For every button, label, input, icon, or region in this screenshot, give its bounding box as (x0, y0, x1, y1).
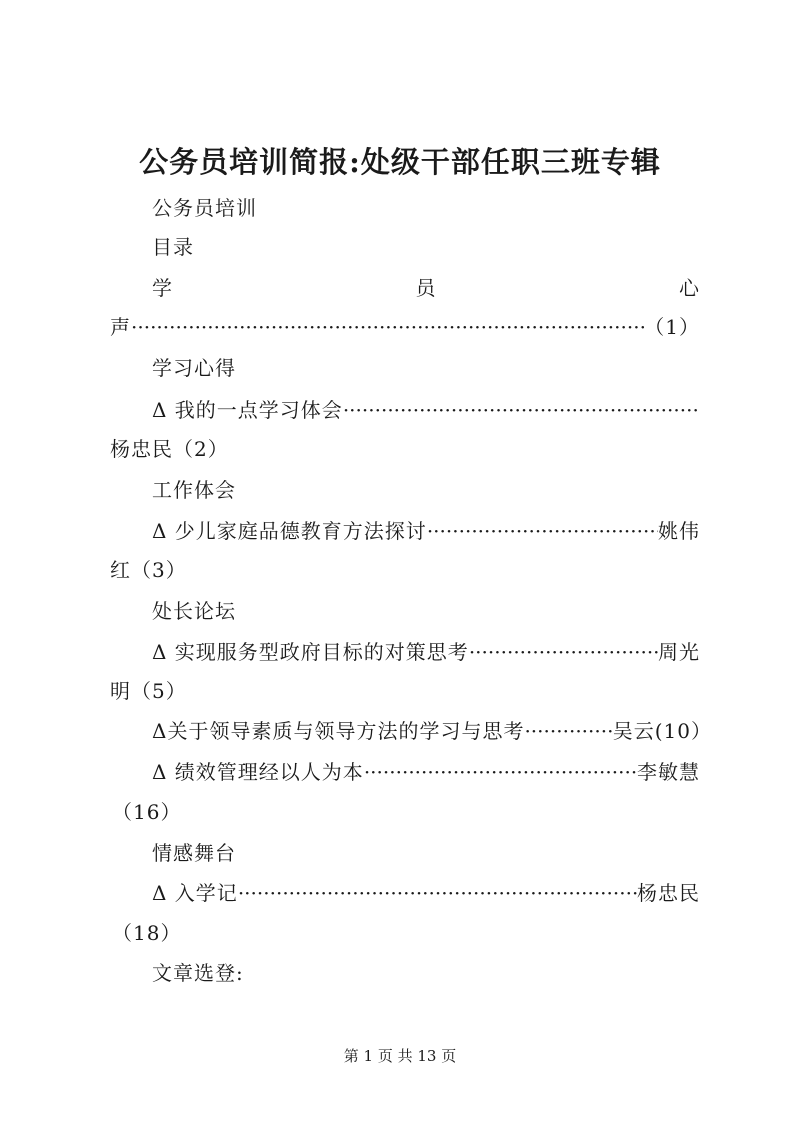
toc-entry-7[interactable] (152, 878, 700, 908)
toc-entry-6[interactable] (152, 757, 700, 787)
toc-entry-5-text: Δ关于领导素质与领导方法的学习与思考 (152, 719, 525, 743)
leader-dots (469, 637, 658, 667)
leader-dots (524, 716, 612, 746)
toc-entry-4-text: Δ 实现服务型政府目标的对策思考 (152, 640, 469, 664)
toc-entry-2-text: Δ 我的一点学习体会 (152, 398, 343, 422)
toc-entry-5[interactable] (152, 716, 712, 746)
leader-dots (131, 312, 644, 342)
toc-entry-1-char-2: 员 (415, 276, 437, 300)
section-heading-1: 学习心得 (152, 356, 236, 380)
toc-entry-3-author: 姚伟 (658, 519, 700, 543)
toc-entry-6-text: Δ 绩效管理经以人为本 (152, 760, 364, 784)
toc-entry-6-page: （16） (112, 800, 182, 824)
toc-entry-6-author: 李敏慧 (637, 760, 700, 784)
page-footer: 第 1 页 共 13 页 (343, 1047, 457, 1065)
subtitle: 公务员培训 (152, 196, 257, 220)
toc-entry-1-char-1: 学 (152, 276, 173, 300)
section-heading-5: 文章选登: (152, 961, 244, 985)
section-heading-2: 工作体会 (152, 478, 236, 502)
toc-heading: 目录 (152, 235, 194, 259)
toc-entry-3-author-cont: 红（3） (110, 558, 187, 582)
toc-entry-4-author: 周光 (658, 640, 700, 664)
toc-entry-1-line2[interactable] (110, 312, 700, 342)
toc-entry-2[interactable] (152, 395, 700, 425)
leader-dots (238, 878, 637, 908)
leader-dots (427, 516, 658, 546)
section-heading-3: 处长论坛 (152, 599, 236, 623)
section-heading-4: 情感舞台 (152, 841, 236, 865)
toc-entry-2-author: 杨忠民（2） (110, 437, 229, 461)
toc-entry-7-page: （18） (112, 921, 182, 945)
toc-entry-1-char-3: 心 (679, 276, 700, 300)
toc-entry-3[interactable] (152, 516, 700, 546)
toc-entry-5-author: 吴云(10） (612, 719, 712, 743)
toc-entry-1-line1 (152, 273, 700, 303)
toc-entry-4-author-cont: 明（5） (110, 679, 187, 703)
toc-entry-4[interactable] (152, 637, 700, 667)
toc-entry-1-page: （1） (644, 315, 700, 339)
leader-dots (364, 757, 637, 787)
toc-entry-7-text: Δ 入学记 (152, 881, 238, 905)
toc-entry-7-author: 杨忠民 (637, 881, 700, 905)
leader-dots (343, 395, 700, 425)
document-title: 公务员培训简报:处级干部任职三班专辑 (139, 145, 661, 179)
toc-entry-3-text: Δ 少儿家庭品德教育方法探讨 (152, 519, 427, 543)
toc-entry-1-text: 声 (110, 315, 131, 339)
